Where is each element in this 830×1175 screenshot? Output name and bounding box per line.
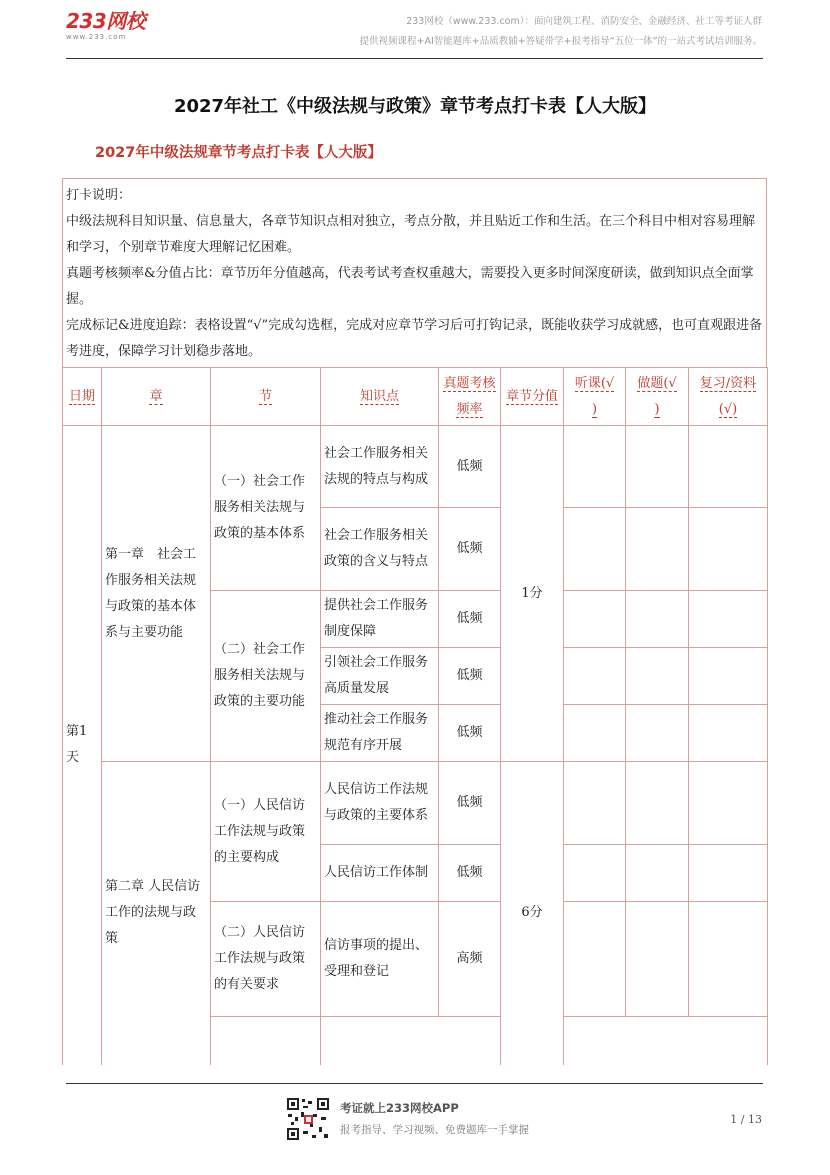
review-checkbox[interactable] (689, 845, 768, 902)
notes-heading: 打卡说明： (66, 188, 132, 203)
header-chapter: 章 (102, 368, 211, 426)
logo-url: www.233.com (66, 33, 127, 41)
ch1-point-2: 社会工作服务相关政策的含义与特点 (321, 508, 439, 591)
listen-checkbox[interactable] (564, 591, 626, 648)
logo-text: 233网校 (66, 9, 146, 33)
header-review: 复习/资料 (√) (689, 368, 768, 426)
practice-checkbox[interactable] (626, 705, 689, 762)
ch2-point-2: 人民信访工作体制 (321, 845, 439, 902)
practice-checkbox[interactable] (626, 845, 689, 902)
review-checkbox[interactable] (689, 762, 768, 845)
practice-checkbox[interactable] (626, 426, 689, 508)
ch1-point-5: 推动社会工作服务规范有序开展 (321, 705, 439, 762)
header-date: 日期 (63, 368, 102, 426)
listen-checkbox[interactable] (564, 902, 626, 1017)
review-checkbox[interactable] (689, 648, 768, 705)
review-cont (689, 1017, 768, 1065)
ch2-freq-2: 低频 (439, 845, 501, 902)
ch1-freq-5: 低频 (439, 705, 501, 762)
footer-app-title[interactable]: 考证就上233网校APP (340, 1101, 459, 1115)
ch2-point-cont (321, 1017, 439, 1065)
listen-checkbox[interactable] (564, 508, 626, 591)
notes-paragraph-1: 中级法规科目知识量、信息量大，各章节知识点相对独立，考点分散，并且贴近工作和生活。在三个科目中相对容易理解和学习，个别章节难度大理解记忆困难。 (66, 214, 756, 255)
practice-cont (626, 1017, 689, 1065)
header-tagline (302, 12, 762, 52)
ch2-point-1: 人民信访工作法规与政策的主要体系 (321, 762, 439, 845)
notes-paragraph-2: 真题考核频率&分值占比：章节历年分值越高，代表考试考查权重越大，需要投入更多时间深度研读，做到知识点全面掌握。 (66, 266, 754, 307)
listen-cont (564, 1017, 626, 1065)
ch2-section-cont (211, 1017, 321, 1065)
header-line-2: 提供视频课程+AI智能题库+品质教辅+答疑带学+报考指导“五位一体”的一站式考试培训服务。 (359, 36, 762, 47)
ch1-freq-1: 低频 (439, 426, 501, 508)
ch1-freq-4: 低频 (439, 648, 501, 705)
ch2-freq-3: 高频 (439, 902, 501, 1017)
ch2-point-3: 信访事项的提出、受理和登记 (321, 902, 439, 1017)
notes-paragraph-3: 完成标记&进度追踪：表格设置“√”完成勾选框，完成对应章节学习后可打钩记录，既能收获学习成就感，也可直观跟进备考进度，保障学习计划稳步落地。 (66, 318, 763, 359)
ch2-section-1: （一）人民信访工作法规与政策的主要构成 (211, 762, 321, 902)
ch1-point-3: 提供社会工作服务制度保障 (321, 591, 439, 648)
practice-checkbox[interactable] (626, 508, 689, 591)
ch1-section-2: （二）社会工作服务相关法规与政策的主要功能 (211, 591, 321, 762)
page-number: 1 / 13 (730, 1113, 762, 1126)
checkin-notes (62, 178, 767, 367)
ch2-freq-1: 低频 (439, 762, 501, 845)
footer-divider (66, 1083, 763, 1084)
page-header (0, 0, 830, 62)
listen-checkbox[interactable] (564, 705, 626, 762)
ch1-point-4: 引领社会工作服务高质量发展 (321, 648, 439, 705)
practice-checkbox[interactable] (626, 648, 689, 705)
header-line-1: 233网校（www.233.com）：面向建筑工程、消防安全、金融经济、社工等考证人群 (406, 16, 762, 27)
header-listen: 听课(√ ) (564, 368, 626, 426)
review-checkbox[interactable] (689, 591, 768, 648)
table-title: 2027年中级法规章节考点打卡表【人大版】 (95, 145, 382, 161)
review-checkbox[interactable] (689, 705, 768, 762)
ch1-section-1: （一）社会工作服务相关法规与政策的基本体系 (211, 426, 321, 591)
table-row (63, 426, 768, 508)
header-practice: 做题(√ ) (626, 368, 689, 426)
ch2-section-2: （二）人民信访工作法规与政策的有关要求 (211, 902, 321, 1017)
review-checkbox[interactable] (689, 426, 768, 508)
ch1-point-1: 社会工作服务相关法规的特点与构成 (321, 426, 439, 508)
practice-checkbox[interactable] (626, 762, 689, 845)
header-frequency: 真题考核频率 (439, 368, 501, 426)
header-point: 知识点 (321, 368, 439, 426)
ch2-score: 6分 (501, 762, 564, 1065)
listen-checkbox[interactable] (564, 845, 626, 902)
brand-logo (66, 10, 166, 44)
listen-checkbox[interactable] (564, 426, 626, 508)
day-cell: 第1天 (63, 426, 102, 1065)
header-score: 章节分值 (501, 368, 564, 426)
listen-checkbox[interactable] (564, 762, 626, 845)
document-title: 2027年社工《中级法规与政策》章节考点打卡表【人大版】 (173, 96, 657, 117)
chapter-2-cell: 第二章 人民信访工作的法规与政策 (102, 762, 211, 1065)
header-section: 节 (211, 368, 321, 426)
header-divider (66, 58, 763, 59)
chapter-1-cell: 第一章 社会工作服务相关法规与政策的基本体系与主要功能 (102, 426, 211, 762)
review-checkbox[interactable] (689, 508, 768, 591)
practice-checkbox[interactable] (626, 591, 689, 648)
review-checkbox[interactable] (689, 902, 768, 1017)
ch1-score: 1分 (501, 426, 564, 762)
checkin-table (62, 367, 768, 1065)
practice-checkbox[interactable] (626, 902, 689, 1017)
ch2-freq-cont (439, 1017, 501, 1065)
footer-description: 报考指导、学习视频、免费题库一手掌握 (340, 1124, 529, 1136)
qr-code-icon[interactable] (286, 1097, 330, 1141)
ch1-freq-2: 低频 (439, 508, 501, 591)
table-row (63, 762, 768, 845)
table-header-row (63, 368, 768, 426)
ch1-freq-3: 低频 (439, 591, 501, 648)
listen-checkbox[interactable] (564, 648, 626, 705)
